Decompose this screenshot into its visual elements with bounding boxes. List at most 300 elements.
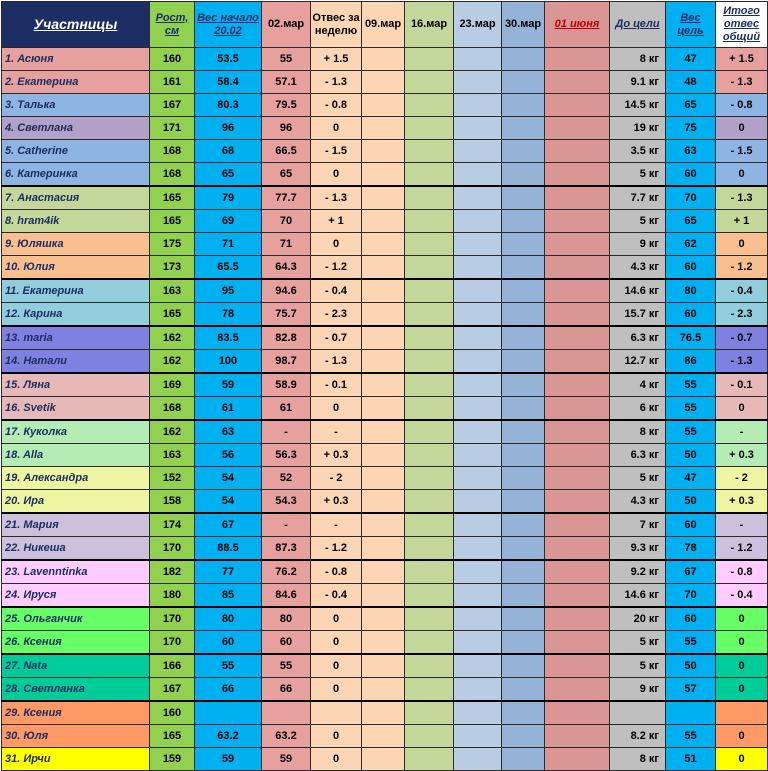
start-weight-cell[interactable]: 60 xyxy=(195,631,262,655)
participant-name-cell[interactable]: 20. Ира xyxy=(2,490,150,514)
weight-0106-cell[interactable] xyxy=(545,373,610,397)
weight-2303-cell[interactable] xyxy=(454,117,502,140)
weekly-loss-cell[interactable]: 0 xyxy=(311,725,362,748)
weight-0203-cell[interactable]: 79.5 xyxy=(262,94,311,117)
participant-name-cell[interactable]: 27. Nata xyxy=(2,654,150,678)
weight-0203-cell[interactable]: 70 xyxy=(262,210,311,233)
weight-0903-cell[interactable] xyxy=(362,117,405,140)
start-weight-cell[interactable]: 55 xyxy=(195,654,262,678)
header-weight-0106[interactable]: 01 июня xyxy=(545,2,610,48)
total-loss-cell[interactable]: - 0.7 xyxy=(716,326,768,350)
weight-0903-cell[interactable] xyxy=(362,490,405,514)
total-loss-cell[interactable]: - 0.1 xyxy=(716,373,768,397)
participant-name-cell[interactable]: 18. Alla xyxy=(2,444,150,467)
header-participants[interactable]: Участницы xyxy=(2,2,150,48)
height-cell[interactable]: 152 xyxy=(150,467,195,490)
total-loss-cell[interactable]: - 1.3 xyxy=(716,186,768,210)
table-row[interactable] xyxy=(2,725,768,748)
weekly-loss-cell[interactable]: + 1 xyxy=(311,210,362,233)
weekly-loss-cell[interactable]: + 0.3 xyxy=(311,444,362,467)
weight-3003-cell[interactable] xyxy=(502,607,545,631)
weight-3003-cell[interactable] xyxy=(502,140,545,163)
to-goal-cell[interactable]: 4 кг xyxy=(610,373,666,397)
header-weight-0903[interactable]: 09.мар xyxy=(362,2,405,48)
goal-weight-cell[interactable]: 78 xyxy=(666,537,716,561)
weight-1603-cell[interactable] xyxy=(405,490,454,514)
goal-weight-cell[interactable]: 50 xyxy=(666,444,716,467)
weight-0106-cell[interactable] xyxy=(545,513,610,537)
weight-1603-cell[interactable] xyxy=(405,233,454,256)
weight-0903-cell[interactable] xyxy=(362,701,405,725)
start-weight-cell[interactable]: 80.3 xyxy=(195,94,262,117)
header-weight-1603[interactable]: 16.мар xyxy=(405,2,454,48)
weight-0203-cell[interactable]: 59 xyxy=(262,748,311,771)
to-goal-cell[interactable]: 4.3 кг xyxy=(610,256,666,280)
total-loss-cell[interactable]: - 1.3 xyxy=(716,71,768,94)
weight-0106-cell[interactable] xyxy=(545,94,610,117)
weight-2303-cell[interactable] xyxy=(454,48,502,71)
weight-0106-cell[interactable] xyxy=(545,48,610,71)
start-weight-cell[interactable]: 83.5 xyxy=(195,326,262,350)
weight-0106-cell[interactable] xyxy=(545,678,610,702)
weight-2303-cell[interactable] xyxy=(454,279,502,303)
weight-0106-cell[interactable] xyxy=(545,725,610,748)
to-goal-cell[interactable]: 6 кг xyxy=(610,397,666,421)
to-goal-cell[interactable]: 4.3 кг xyxy=(610,490,666,514)
start-weight-cell[interactable]: 100 xyxy=(195,350,262,374)
height-cell[interactable]: 160 xyxy=(150,48,195,71)
weight-0903-cell[interactable] xyxy=(362,163,405,187)
total-loss-cell[interactable]: - 1.5 xyxy=(716,140,768,163)
total-loss-cell[interactable]: + 1.5 xyxy=(716,48,768,71)
total-loss-cell[interactable]: 0 xyxy=(716,607,768,631)
table-row[interactable] xyxy=(2,444,768,467)
to-goal-cell[interactable]: 6.3 кг xyxy=(610,444,666,467)
weight-1603-cell[interactable] xyxy=(405,397,454,421)
total-loss-cell[interactable]: 0 xyxy=(716,678,768,702)
weight-0903-cell[interactable] xyxy=(362,678,405,702)
table-row[interactable] xyxy=(2,467,768,490)
weight-0203-cell[interactable] xyxy=(262,701,311,725)
weight-2303-cell[interactable] xyxy=(454,326,502,350)
weight-3003-cell[interactable] xyxy=(502,303,545,327)
weight-1603-cell[interactable] xyxy=(405,584,454,608)
weight-0106-cell[interactable] xyxy=(545,654,610,678)
weight-1603-cell[interactable] xyxy=(405,94,454,117)
weight-0203-cell[interactable]: 80 xyxy=(262,607,311,631)
weight-0203-cell[interactable]: 60 xyxy=(262,631,311,655)
start-weight-cell[interactable]: 54 xyxy=(195,467,262,490)
weight-2303-cell[interactable] xyxy=(454,701,502,725)
total-loss-cell[interactable]: - 0.4 xyxy=(716,279,768,303)
weight-3003-cell[interactable] xyxy=(502,71,545,94)
goal-weight-cell[interactable]: 62 xyxy=(666,233,716,256)
to-goal-cell[interactable] xyxy=(610,701,666,725)
total-loss-cell[interactable]: - 1.3 xyxy=(716,350,768,374)
total-loss-cell[interactable]: + 0.3 xyxy=(716,490,768,514)
goal-weight-cell[interactable]: 50 xyxy=(666,490,716,514)
weight-3003-cell[interactable] xyxy=(502,94,545,117)
weight-0203-cell[interactable]: 58.9 xyxy=(262,373,311,397)
goal-weight-cell[interactable]: 48 xyxy=(666,71,716,94)
table-row[interactable] xyxy=(2,678,768,702)
goal-weight-cell[interactable]: 86 xyxy=(666,350,716,374)
total-loss-cell[interactable]: - 2 xyxy=(716,467,768,490)
participant-name-cell[interactable]: 5. Catherine xyxy=(2,140,150,163)
to-goal-cell[interactable]: 8 кг xyxy=(610,48,666,71)
weekly-loss-cell[interactable]: 0 xyxy=(311,163,362,187)
to-goal-cell[interactable]: 8 кг xyxy=(610,420,666,444)
weight-0203-cell[interactable]: - xyxy=(262,420,311,444)
weekly-loss-cell[interactable]: - 1.2 xyxy=(311,537,362,561)
weight-2303-cell[interactable] xyxy=(454,186,502,210)
start-weight-cell[interactable]: 59 xyxy=(195,748,262,771)
height-cell[interactable]: 166 xyxy=(150,654,195,678)
weight-2303-cell[interactable] xyxy=(454,210,502,233)
table-row[interactable] xyxy=(2,117,768,140)
goal-weight-cell[interactable]: 70 xyxy=(666,584,716,608)
weight-0106-cell[interactable] xyxy=(545,537,610,561)
participant-name-cell[interactable]: 30. Юля xyxy=(2,725,150,748)
goal-weight-cell[interactable]: 80 xyxy=(666,279,716,303)
header-weight-3003[interactable]: 30.мар xyxy=(502,2,545,48)
table-row[interactable] xyxy=(2,210,768,233)
weight-0903-cell[interactable] xyxy=(362,350,405,374)
weight-0203-cell[interactable]: 54.3 xyxy=(262,490,311,514)
weekly-loss-cell[interactable]: - 2.3 xyxy=(311,303,362,327)
weight-3003-cell[interactable] xyxy=(502,513,545,537)
goal-weight-cell[interactable]: 60 xyxy=(666,256,716,280)
weight-0203-cell[interactable]: 61 xyxy=(262,397,311,421)
weight-0106-cell[interactable] xyxy=(545,303,610,327)
table-row[interactable] xyxy=(2,186,768,210)
to-goal-cell[interactable]: 5 кг xyxy=(610,163,666,187)
participant-name-cell[interactable]: 29. Ксения xyxy=(2,701,150,725)
height-cell[interactable]: 175 xyxy=(150,233,195,256)
weight-1603-cell[interactable] xyxy=(405,748,454,771)
weekly-loss-cell[interactable]: - 1.3 xyxy=(311,186,362,210)
total-loss-cell[interactable] xyxy=(716,701,768,725)
weight-3003-cell[interactable] xyxy=(502,701,545,725)
to-goal-cell[interactable]: 12.7 кг xyxy=(610,350,666,374)
height-cell[interactable]: 165 xyxy=(150,210,195,233)
weight-2303-cell[interactable] xyxy=(454,350,502,374)
weight-0106-cell[interactable] xyxy=(545,140,610,163)
weight-3003-cell[interactable] xyxy=(502,163,545,187)
start-weight-cell[interactable]: 68 xyxy=(195,140,262,163)
goal-weight-cell[interactable]: 57 xyxy=(666,678,716,702)
weight-0106-cell[interactable] xyxy=(545,350,610,374)
weight-3003-cell[interactable] xyxy=(502,117,545,140)
total-loss-cell[interactable]: + 0.3 xyxy=(716,444,768,467)
weight-0203-cell[interactable]: 55 xyxy=(262,654,311,678)
weekly-loss-cell[interactable]: 0 xyxy=(311,678,362,702)
total-loss-cell[interactable]: 0 xyxy=(716,233,768,256)
weekly-loss-cell[interactable]: 0 xyxy=(311,397,362,421)
total-loss-cell[interactable]: + 1 xyxy=(716,210,768,233)
participant-name-cell[interactable]: 19. Александра xyxy=(2,467,150,490)
weekly-loss-cell[interactable]: 0 xyxy=(311,654,362,678)
start-weight-cell[interactable]: 63.2 xyxy=(195,725,262,748)
weight-0203-cell[interactable]: 75.7 xyxy=(262,303,311,327)
total-loss-cell[interactable]: 0 xyxy=(716,748,768,771)
height-cell[interactable]: 167 xyxy=(150,678,195,702)
weight-0903-cell[interactable] xyxy=(362,326,405,350)
weight-0203-cell[interactable]: 87.3 xyxy=(262,537,311,561)
weight-0106-cell[interactable] xyxy=(545,163,610,187)
goal-weight-cell[interactable]: 55 xyxy=(666,373,716,397)
weight-1603-cell[interactable] xyxy=(405,701,454,725)
weight-2303-cell[interactable] xyxy=(454,631,502,655)
weight-2303-cell[interactable] xyxy=(454,490,502,514)
to-goal-cell[interactable]: 9.3 кг xyxy=(610,537,666,561)
goal-weight-cell[interactable]: 47 xyxy=(666,467,716,490)
weight-2303-cell[interactable] xyxy=(454,373,502,397)
height-cell[interactable]: 169 xyxy=(150,373,195,397)
header-start-weight[interactable]: Вес начало 20.02 xyxy=(195,2,262,48)
start-weight-cell[interactable]: 61 xyxy=(195,397,262,421)
weight-0903-cell[interactable] xyxy=(362,537,405,561)
participant-name-cell[interactable]: 9. Юляшка xyxy=(2,233,150,256)
weight-1603-cell[interactable] xyxy=(405,678,454,702)
weight-1603-cell[interactable] xyxy=(405,210,454,233)
weight-0106-cell[interactable] xyxy=(545,326,610,350)
height-cell[interactable]: 162 xyxy=(150,420,195,444)
participant-name-cell[interactable]: 1. Асюня xyxy=(2,48,150,71)
weight-1603-cell[interactable] xyxy=(405,140,454,163)
weight-3003-cell[interactable] xyxy=(502,444,545,467)
height-cell[interactable]: 180 xyxy=(150,584,195,608)
weight-0106-cell[interactable] xyxy=(545,607,610,631)
goal-weight-cell[interactable]: 47 xyxy=(666,48,716,71)
weight-3003-cell[interactable] xyxy=(502,490,545,514)
weight-0106-cell[interactable] xyxy=(545,210,610,233)
weight-1603-cell[interactable] xyxy=(405,373,454,397)
to-goal-cell[interactable]: 6.3 кг xyxy=(610,326,666,350)
table-row[interactable] xyxy=(2,701,768,725)
to-goal-cell[interactable]: 8.2 кг xyxy=(610,725,666,748)
weekly-loss-cell[interactable]: - xyxy=(311,513,362,537)
start-weight-cell[interactable]: 56 xyxy=(195,444,262,467)
weekly-loss-cell[interactable]: - 1.5 xyxy=(311,140,362,163)
goal-weight-cell[interactable]: 65 xyxy=(666,94,716,117)
weight-0203-cell[interactable]: - xyxy=(262,513,311,537)
height-cell[interactable]: 170 xyxy=(150,607,195,631)
weekly-loss-cell[interactable]: - xyxy=(311,420,362,444)
participant-name-cell[interactable]: 12. Карина xyxy=(2,303,150,327)
goal-weight-cell[interactable]: 51 xyxy=(666,748,716,771)
start-weight-cell[interactable]: 77 xyxy=(195,560,262,584)
table-row[interactable] xyxy=(2,303,768,327)
weekly-loss-cell[interactable]: 0 xyxy=(311,233,362,256)
to-goal-cell[interactable]: 7 кг xyxy=(610,513,666,537)
weight-3003-cell[interactable] xyxy=(502,48,545,71)
start-weight-cell[interactable]: 69 xyxy=(195,210,262,233)
table-row[interactable] xyxy=(2,326,768,350)
height-cell[interactable]: 170 xyxy=(150,631,195,655)
weekly-loss-cell[interactable]: + 1.5 xyxy=(311,48,362,71)
weight-2303-cell[interactable] xyxy=(454,537,502,561)
weight-3003-cell[interactable] xyxy=(502,678,545,702)
table-row[interactable] xyxy=(2,607,768,631)
weight-0203-cell[interactable]: 98.7 xyxy=(262,350,311,374)
weight-0903-cell[interactable] xyxy=(362,584,405,608)
total-loss-cell[interactable]: - 0.8 xyxy=(716,560,768,584)
goal-weight-cell[interactable]: 55 xyxy=(666,397,716,421)
to-goal-cell[interactable]: 14.6 кг xyxy=(610,279,666,303)
weight-3003-cell[interactable] xyxy=(502,584,545,608)
participant-name-cell[interactable]: 13. maria xyxy=(2,326,150,350)
to-goal-cell[interactable]: 5 кг xyxy=(610,654,666,678)
to-goal-cell[interactable]: 5 кг xyxy=(610,631,666,655)
table-row[interactable] xyxy=(2,256,768,280)
weight-3003-cell[interactable] xyxy=(502,467,545,490)
goal-weight-cell[interactable]: 60 xyxy=(666,607,716,631)
goal-weight-cell[interactable]: 60 xyxy=(666,513,716,537)
height-cell[interactable]: 158 xyxy=(150,490,195,514)
to-goal-cell[interactable]: 3.5 кг xyxy=(610,140,666,163)
height-cell[interactable]: 163 xyxy=(150,444,195,467)
weight-0903-cell[interactable] xyxy=(362,279,405,303)
start-weight-cell[interactable]: 80 xyxy=(195,607,262,631)
weight-0203-cell[interactable]: 64.3 xyxy=(262,256,311,280)
table-row[interactable] xyxy=(2,279,768,303)
to-goal-cell[interactable]: 14.5 кг xyxy=(610,94,666,117)
weight-0106-cell[interactable] xyxy=(545,560,610,584)
to-goal-cell[interactable]: 14.6 кг xyxy=(610,584,666,608)
start-weight-cell[interactable]: 63 xyxy=(195,420,262,444)
total-loss-cell[interactable]: - 1.2 xyxy=(716,256,768,280)
participant-name-cell[interactable]: 24. Ируся xyxy=(2,584,150,608)
weight-3003-cell[interactable] xyxy=(502,631,545,655)
weight-1603-cell[interactable] xyxy=(405,420,454,444)
participant-name-cell[interactable]: 7. Анастасия xyxy=(2,186,150,210)
weight-3003-cell[interactable] xyxy=(502,210,545,233)
table-row[interactable] xyxy=(2,490,768,514)
weight-0203-cell[interactable]: 84.6 xyxy=(262,584,311,608)
weight-1603-cell[interactable] xyxy=(405,256,454,280)
table-row[interactable] xyxy=(2,631,768,655)
table-row[interactable] xyxy=(2,94,768,117)
total-loss-cell[interactable]: 0 xyxy=(716,397,768,421)
weight-0203-cell[interactable]: 94.6 xyxy=(262,279,311,303)
weight-2303-cell[interactable] xyxy=(454,584,502,608)
participant-name-cell[interactable]: 2. Екатерина xyxy=(2,71,150,94)
table-row[interactable] xyxy=(2,233,768,256)
goal-weight-cell[interactable]: 70 xyxy=(666,186,716,210)
weight-1603-cell[interactable] xyxy=(405,117,454,140)
weight-0903-cell[interactable] xyxy=(362,256,405,280)
weight-0203-cell[interactable]: 63.2 xyxy=(262,725,311,748)
goal-weight-cell[interactable]: 76.5 xyxy=(666,326,716,350)
weight-2303-cell[interactable] xyxy=(454,678,502,702)
participant-name-cell[interactable]: 11. Екатерина xyxy=(2,279,150,303)
participant-name-cell[interactable]: 31. Ирчи xyxy=(2,748,150,771)
participant-name-cell[interactable]: 26. Ксения xyxy=(2,631,150,655)
height-cell[interactable]: 174 xyxy=(150,513,195,537)
total-loss-cell[interactable]: - 1.2 xyxy=(716,537,768,561)
weight-2303-cell[interactable] xyxy=(454,140,502,163)
height-cell[interactable]: 168 xyxy=(150,163,195,187)
weight-2303-cell[interactable] xyxy=(454,397,502,421)
weight-3003-cell[interactable] xyxy=(502,350,545,374)
height-cell[interactable]: 167 xyxy=(150,94,195,117)
weight-0903-cell[interactable] xyxy=(362,420,405,444)
table-row[interactable] xyxy=(2,654,768,678)
to-goal-cell[interactable]: 8 кг xyxy=(610,748,666,771)
start-weight-cell[interactable]: 96 xyxy=(195,117,262,140)
table-row[interactable] xyxy=(2,163,768,187)
header-to-goal[interactable]: До цели xyxy=(610,2,666,48)
to-goal-cell[interactable]: 9.1 кг xyxy=(610,71,666,94)
total-loss-cell[interactable]: - xyxy=(716,513,768,537)
participant-name-cell[interactable]: 23. Lavenntinka xyxy=(2,560,150,584)
header-weekly-loss[interactable]: Отвес за неделю xyxy=(311,2,362,48)
participant-name-cell[interactable]: 3. Талька xyxy=(2,94,150,117)
participant-name-cell[interactable]: 8. hram4ik xyxy=(2,210,150,233)
weight-2303-cell[interactable] xyxy=(454,560,502,584)
goal-weight-cell[interactable]: 55 xyxy=(666,420,716,444)
height-cell[interactable]: 160 xyxy=(150,701,195,725)
height-cell[interactable]: 182 xyxy=(150,560,195,584)
weekly-loss-cell[interactable]: 0 xyxy=(311,117,362,140)
weight-1603-cell[interactable] xyxy=(405,163,454,187)
weight-0903-cell[interactable] xyxy=(362,140,405,163)
weight-0903-cell[interactable] xyxy=(362,233,405,256)
height-cell[interactable]: 165 xyxy=(150,725,195,748)
goal-weight-cell[interactable]: 55 xyxy=(666,725,716,748)
weight-2303-cell[interactable] xyxy=(454,94,502,117)
start-weight-cell[interactable]: 95 xyxy=(195,279,262,303)
weight-0203-cell[interactable]: 66 xyxy=(262,678,311,702)
participant-name-cell[interactable]: 22. Никеша xyxy=(2,537,150,561)
total-loss-cell[interactable]: - 0.8 xyxy=(716,94,768,117)
weight-2303-cell[interactable] xyxy=(454,256,502,280)
weight-3003-cell[interactable] xyxy=(502,397,545,421)
start-weight-cell[interactable]: 79 xyxy=(195,186,262,210)
start-weight-cell[interactable]: 85 xyxy=(195,584,262,608)
weekly-loss-cell[interactable]: - 0.4 xyxy=(311,279,362,303)
height-cell[interactable]: 165 xyxy=(150,303,195,327)
to-goal-cell[interactable]: 9 кг xyxy=(610,233,666,256)
weight-3003-cell[interactable] xyxy=(502,420,545,444)
weekly-loss-cell[interactable]: - 0.8 xyxy=(311,94,362,117)
weekly-loss-cell[interactable]: - 2 xyxy=(311,467,362,490)
start-weight-cell[interactable]: 53.5 xyxy=(195,48,262,71)
weight-1603-cell[interactable] xyxy=(405,279,454,303)
weight-1603-cell[interactable] xyxy=(405,607,454,631)
height-cell[interactable]: 165 xyxy=(150,186,195,210)
weight-1603-cell[interactable] xyxy=(405,71,454,94)
to-goal-cell[interactable]: 9 кг xyxy=(610,678,666,702)
start-weight-cell[interactable]: 71 xyxy=(195,233,262,256)
weight-0203-cell[interactable]: 52 xyxy=(262,467,311,490)
to-goal-cell[interactable]: 19 кг xyxy=(610,117,666,140)
weight-2303-cell[interactable] xyxy=(454,725,502,748)
participant-name-cell[interactable]: 21. Мария xyxy=(2,513,150,537)
table-row[interactable] xyxy=(2,748,768,771)
weight-0106-cell[interactable] xyxy=(545,701,610,725)
weight-1603-cell[interactable] xyxy=(405,654,454,678)
weight-0106-cell[interactable] xyxy=(545,584,610,608)
weight-0903-cell[interactable] xyxy=(362,725,405,748)
goal-weight-cell[interactable]: 67 xyxy=(666,560,716,584)
height-cell[interactable]: 162 xyxy=(150,326,195,350)
weight-0106-cell[interactable] xyxy=(545,748,610,771)
to-goal-cell[interactable]: 7.7 кг xyxy=(610,186,666,210)
table-row[interactable] xyxy=(2,350,768,374)
start-weight-cell[interactable]: 78 xyxy=(195,303,262,327)
